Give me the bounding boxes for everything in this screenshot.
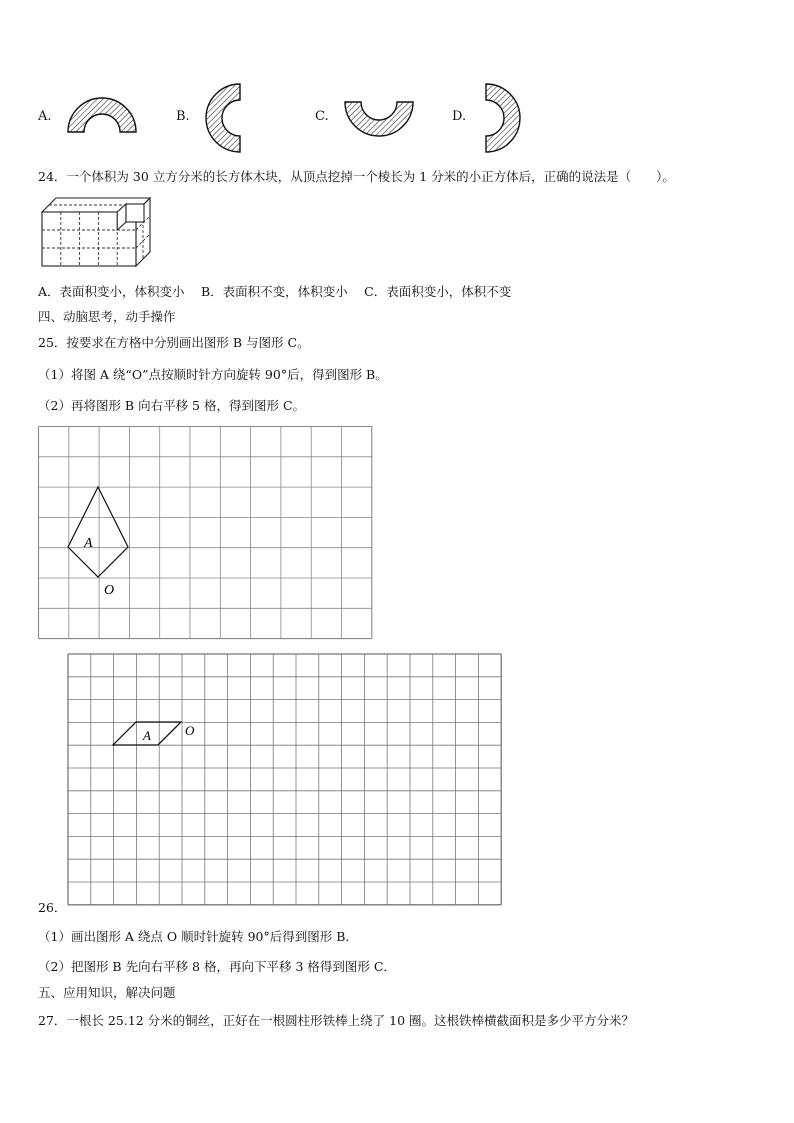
option-c-label: C. bbox=[315, 109, 329, 124]
upper-half-ring-icon bbox=[66, 96, 138, 136]
option-b-label: B. bbox=[176, 109, 190, 124]
section-4-heading: 四、动脑思考，动手操作 bbox=[38, 309, 176, 324]
question-26-step-2: （2）把图形 B 先向右平移 8 格，再向下平移 3 格得到图形 C． bbox=[38, 959, 396, 974]
q25-grid bbox=[38, 426, 374, 640]
question-24-options: A．表面积变小，体积变小 B．表面积不变，体积变小 C．表面积变小，体积不变 bbox=[38, 284, 512, 299]
option-a-label: A. bbox=[38, 109, 52, 124]
section-5-heading: 五、应用知识，解决问题 bbox=[38, 985, 176, 1000]
lower-half-ring-icon bbox=[343, 100, 415, 140]
question-26-step-1: （1）画出图形 A 绕点 O 顺时针旋转 90°后得到图形 B． bbox=[38, 929, 358, 944]
point-o-label: O bbox=[185, 723, 195, 738]
question-25-step-1: （1）将图 A 绕“O”点按顺时针方向旋转 90°后，得到图形 B。 bbox=[38, 367, 388, 382]
question-27-text: 27．一根长 25.12 分米的铜丝，正好在一根圆柱形铁棒上绕了 10 圈。这根铁棒横截面积是多少平方分米？ bbox=[38, 1013, 634, 1028]
figure-a-label: A bbox=[143, 728, 151, 743]
q26-grid bbox=[67, 653, 504, 911]
figure-a-kite bbox=[68, 487, 128, 577]
cuboid-figure bbox=[38, 194, 154, 272]
question-25-step-2: （2）再将图形 B 向右平移 5 格，得到图形 C。 bbox=[38, 398, 306, 413]
figure-a-label: A bbox=[84, 536, 93, 551]
question-24-text: 24．一个体积为 30 立方分米的长方体木块，从顶点挖掉一个棱长为 1 分米的小正方体后，正确的说法是（ ）。 bbox=[38, 169, 675, 184]
question-25-text: 25．按要求在方格中分别画出图形 B 与图形 C。 bbox=[38, 335, 310, 350]
point-o-label: O bbox=[104, 583, 115, 598]
left-half-ring-icon bbox=[204, 82, 244, 154]
option-d-label: D. bbox=[452, 109, 467, 124]
question-26-number: 26． bbox=[38, 900, 67, 915]
right-half-ring-icon bbox=[484, 82, 524, 154]
